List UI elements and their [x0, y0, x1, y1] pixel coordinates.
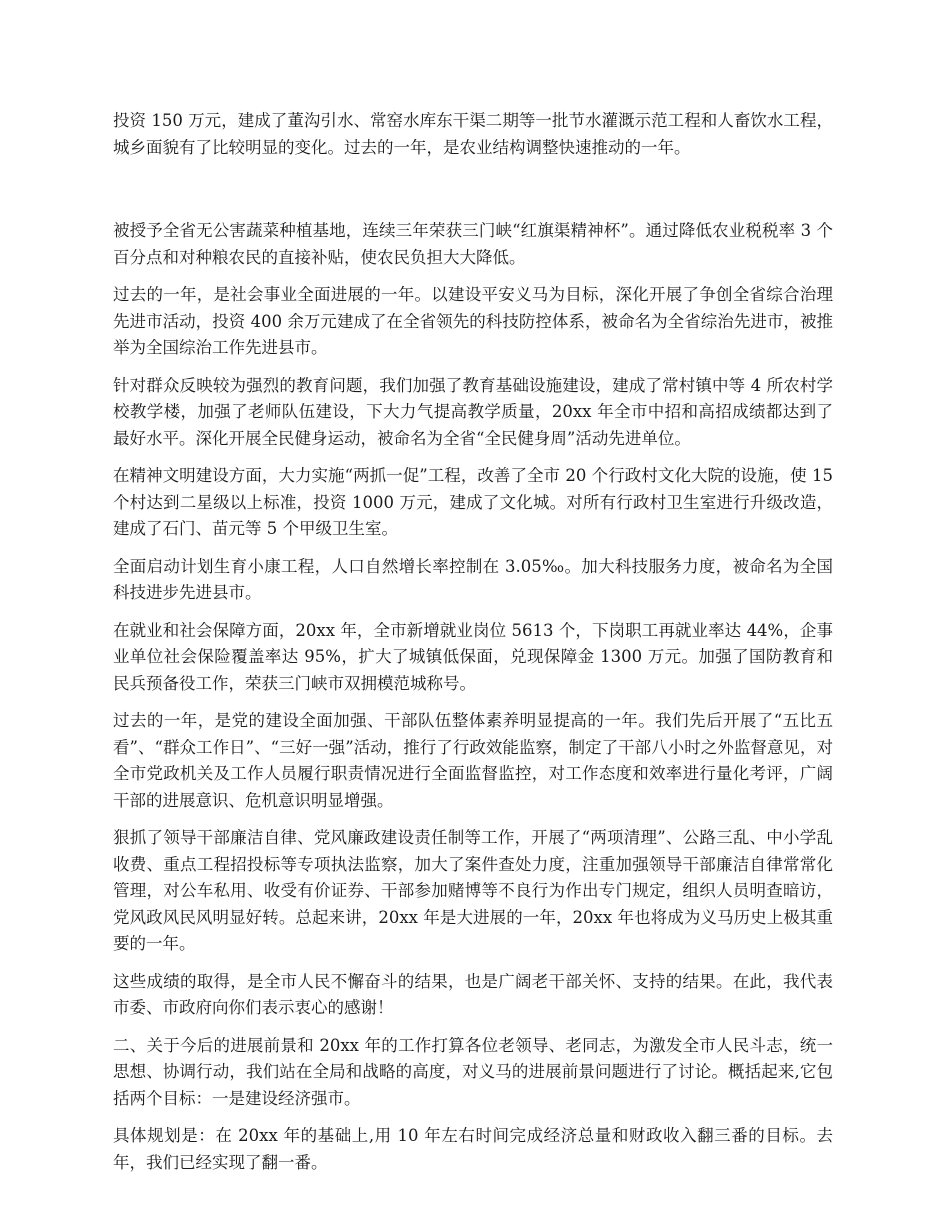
- document-body: [113, 108, 833, 1187]
- paragraph-10: 这些成绩的取得，是全市人民不懈奋斗的结果，也是广阔老干部关怀、支持的结果。在此，我代表市委、市政府向你们表示衷心的感谢！: [113, 971, 833, 1017]
- paragraph-12: 具体规划是：在 20xx 年的基础上,用 10 年左右时间完成经济总量和财政收入翻三番的目标。去年，我们已经实现了翻一番。: [113, 1126, 833, 1172]
- paragraph-5: 在精神文明建设方面，大力实施“两抓一促”工程，改善了全市 20 个行政村文化大院的设施，使 15 个村达到二星级以上标准，投资 1000 万元，建成了文化城。对所有行政村卫生室进行升级改造，建成了石门、苗元等 5 个甲级卫生室。: [113, 466, 833, 538]
- paragraph-7: 在就业和社会保障方面，20xx 年，全市新增就业岗位 5613 个，下岗职工再就业率达 44%，企事业单位社会保险覆盖率达 95%，扩大了城镇低保面，兑现保障金 1300 万元。加强了国防教育和民兵预备役工作，荣获三门峡市双拥模范城称号。: [113, 620, 833, 693]
- paragraph-1: 投资 150 万元，建成了董沟引水、常窑水库东干渠二期等一批节水灌溉示范工程和人畜饮水工程，城乡面貌有了比较明显的变化。过去的一年，是农业结构调整快速推动的一年。: [113, 111, 833, 157]
- paragraph-11: 二、关于今后的进展前景和 20xx 年的工作打算各位老领导、老同志，为激发全市人民斗志，统一思想、协调行动，我们站在全局和战略的高度，对义马的进展前景问题进行了讨论。概括起来,它包括两个目标：一是建设经济强市。: [113, 1035, 833, 1108]
- paragraph-2: 被授予全省无公害蔬菜种植基地，连续三年荣获三门峡“红旗渠精神杯”。通过降低农业税税率 3 个百分点和对种粮农民的直接补贴，使农民负担大大降低。: [113, 221, 833, 267]
- paragraph-4: 针对群众反映较为强烈的教育问题，我们加强了教育基础设施建设，建成了常村镇中等 4 所农村学校教学楼，加强了老师队伍建设，下大力气提高教学质量，20xx 年全市中招和高招成绩都达到了最好水平。深化开展全民健身运动，被命名为全省“全民健身周”活动先进单位。: [113, 375, 833, 448]
- paragraph-3: 过去的一年，是社会事业全面进展的一年。以建设平安义马为目标，深化开展了争创全省综合治理先进市活动，投资 400 余万元建成了在全省领先的科技防控体系，被命名为全省综治先进市，被推举为全国综治工作先进县市。: [113, 285, 833, 357]
- paragraph-9: 狠抓了领导干部廉洁自律、党风廉政建设责任制等工作，开展了“两项清理”、公路三乱、中小学乱收费、重点工程招投标等专项执法监察，加大了案件查处力度，注重加强领导干部廉洁自律常常化管理，对公车私用、收受有价证券、干部参加赌博等不良行为作出专门规定，组织人员明查暗访，党风政风民风明显好转。总起来讲，20xx 年是大进展的一年，20xx 年也将成为义马历史上极其重要的一年。: [113, 828, 833, 953]
- paragraph-8: 过去的一年，是党的建设全面加强、干部队伍整体素养明显提高的一年。我们先后开展了“五比五看”、“群众工作日”、“三好一强”活动，推行了行政效能监察，制定了干部八小时之外监督意见，对全市党政机关及工作人员履行职责情况进行全面监督监控，对工作态度和效率进行量化考评，广阔干部的进展意识、危机意识明显增强。: [113, 711, 833, 810]
- paragraph-6: 全面启动计划生育小康工程，人口自然增长率控制在 3.05‰。加大科技服务力度，被命名为全国科技进步先进县市。: [113, 556, 833, 602]
